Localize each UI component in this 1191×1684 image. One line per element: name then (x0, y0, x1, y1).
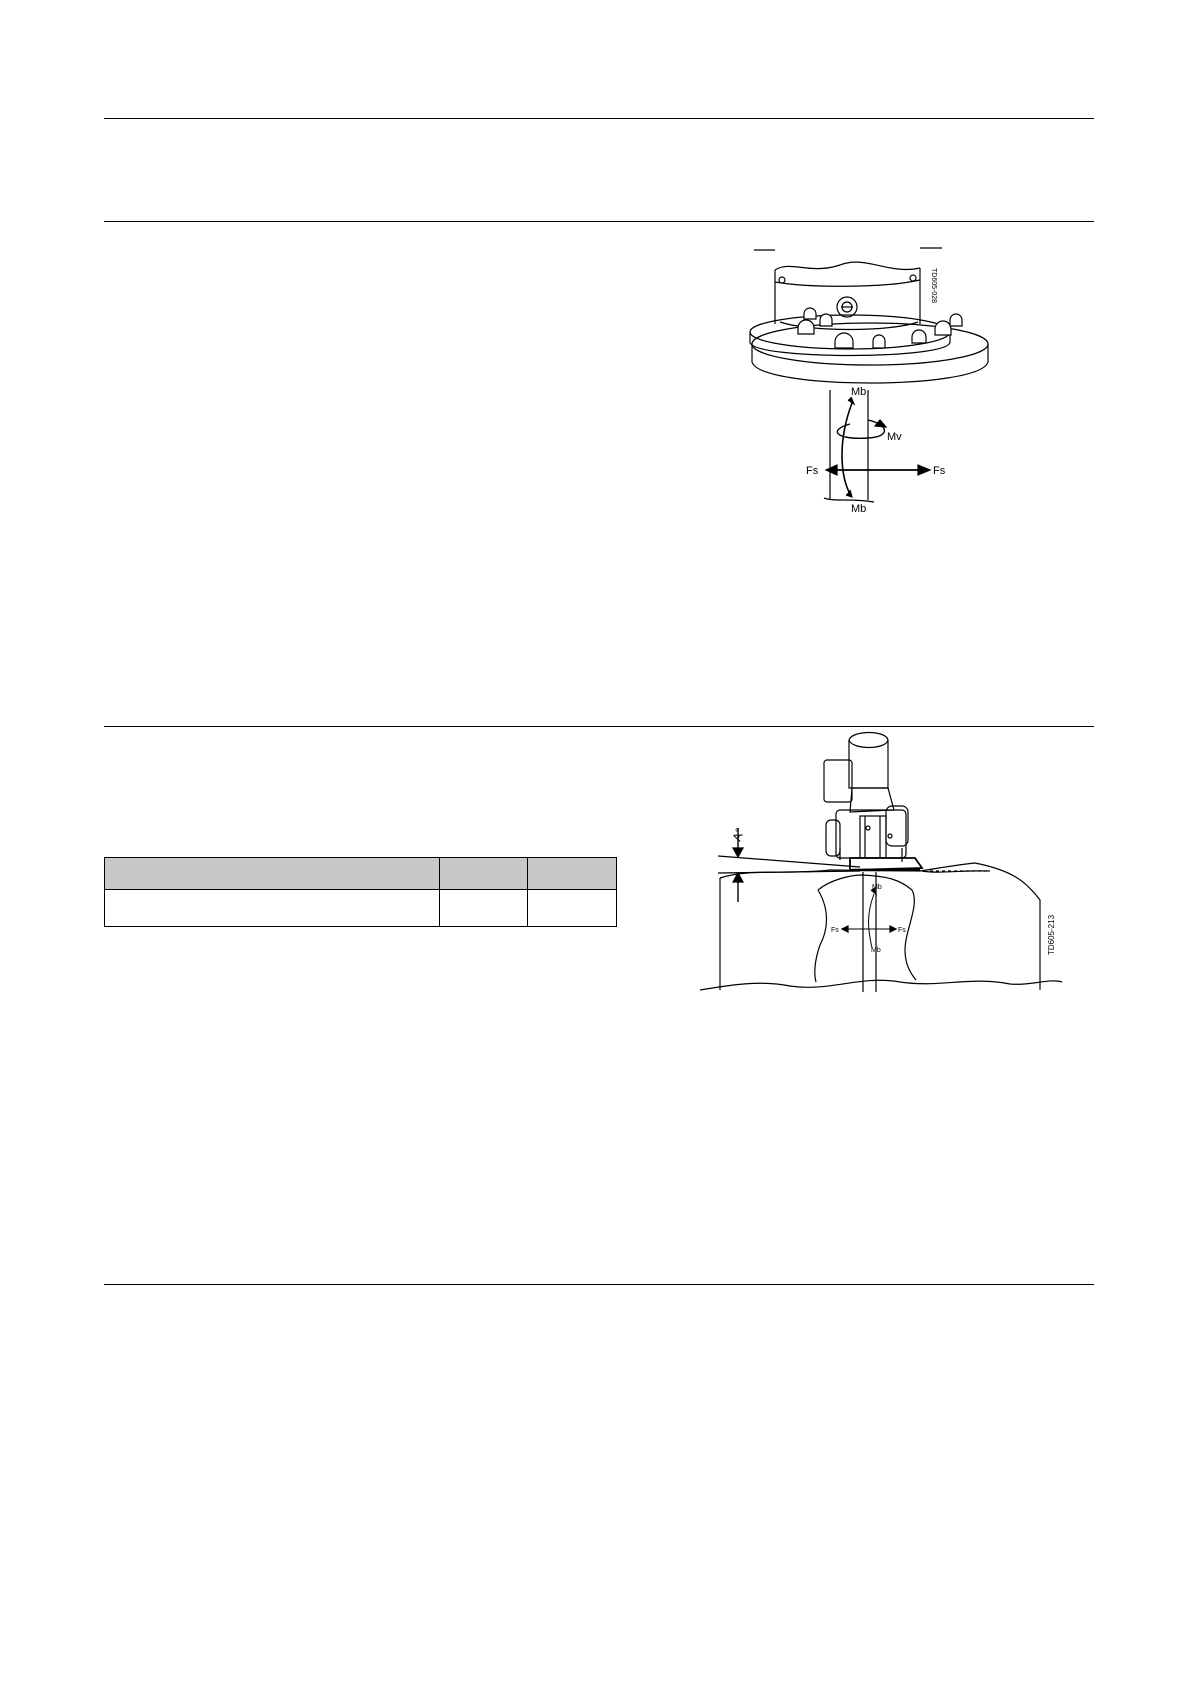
table-cell (528, 890, 617, 927)
label-mb-top-small: Mb (872, 884, 882, 891)
top-rule (104, 118, 1094, 119)
label-fs-left: Fs (806, 465, 819, 477)
mb-arc (842, 403, 852, 494)
label-mv: Mv (887, 431, 902, 443)
label-fs-right: Fs (933, 465, 946, 477)
label-mb-bottom: Mb (851, 503, 867, 515)
label-angle: A° (729, 826, 748, 844)
figure-ref-code: TD605-213 (1047, 914, 1056, 955)
table-cell (105, 890, 440, 927)
table-header-cell (528, 858, 617, 890)
pipe-break-line (775, 262, 920, 270)
table-header-row (105, 858, 617, 890)
label-mb-top: Mb (851, 386, 867, 398)
section-rule-3 (104, 1284, 1094, 1285)
pump-body (826, 806, 908, 862)
label-fs-left-small: Fs (831, 927, 839, 934)
angle-arrowhead-top (733, 848, 743, 857)
section-rule-1 (104, 221, 1094, 222)
spec-table (104, 857, 617, 927)
fs-right-arrowhead (918, 465, 930, 475)
figure-ref-code: TD605-028 (930, 268, 937, 304)
pipe-fitting-icon (837, 297, 857, 317)
flange-force-figure (740, 240, 1030, 515)
label-fs-right-small: Fs (898, 927, 906, 934)
base-plate (850, 858, 922, 870)
table-header-cell (440, 858, 528, 890)
table-row (105, 890, 617, 927)
label-mb-bottom-small: Mb (871, 947, 881, 954)
tank-break-line (700, 980, 1062, 990)
table-header-cell (105, 858, 440, 890)
tank-mounting-figure (690, 730, 1070, 992)
tank-top-outline (720, 863, 1040, 990)
fs-left-arrowhead (826, 465, 837, 475)
table-cell (440, 890, 528, 927)
section-rule-2 (104, 726, 1094, 727)
pump-motor (824, 733, 894, 813)
